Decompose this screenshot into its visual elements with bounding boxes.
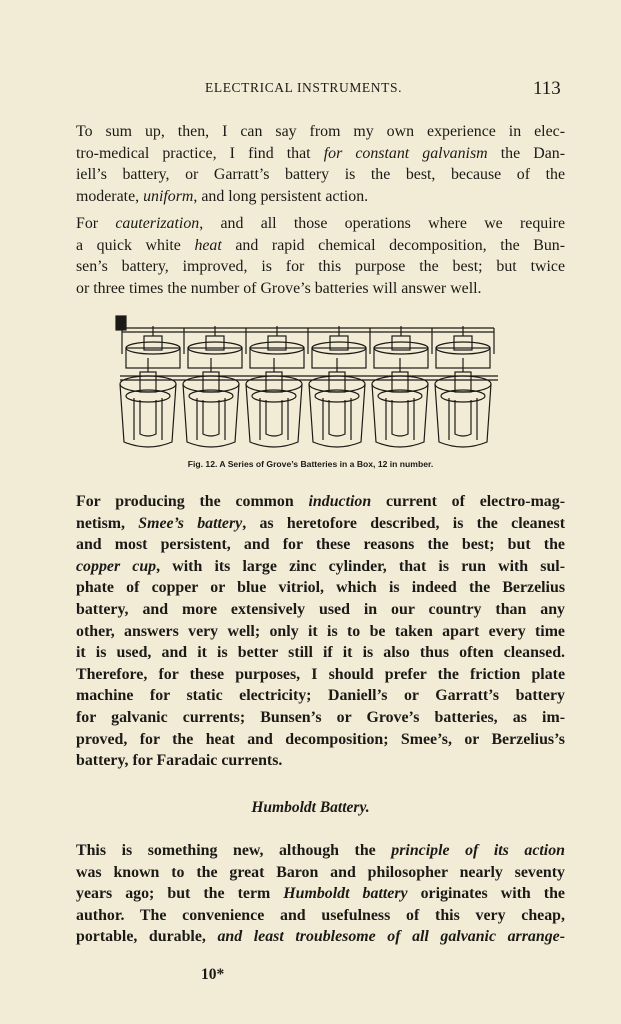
text-line: moderate, uniform, and long persistent action. — [76, 187, 369, 205]
text-line: and most persistent, and for these reasons the best; but the — [76, 536, 565, 554]
text-line: iell’s battery, or Garratt’s battery is the best, because of the — [76, 166, 565, 184]
text-line: author. The convenience and usefulness of this very cheap, — [76, 906, 565, 924]
text-line: Therefore, for these purposes, I should prefer the friction plate — [76, 665, 565, 683]
italic-run: Smee’s battery — [138, 514, 243, 532]
page-header — [0, 78, 621, 102]
text-line: years ago; but the term Humboldt battery originates with the — [76, 885, 565, 903]
signature-mark: 10* — [201, 966, 225, 983]
paragraph-4 — [76, 840, 565, 948]
italic-run: induction — [308, 493, 372, 510]
text-line: copper cup, with its large zinc cylinder, that is run with sul- — [76, 557, 566, 575]
text-line: For cauterization, and all those operations where we require — [76, 215, 565, 232]
italic-run: for constant galvanism — [323, 144, 488, 162]
italic-run: principle of its action — [391, 842, 566, 859]
italic-run: cauterization — [115, 215, 200, 232]
section-heading: Humboldt Battery. — [251, 799, 370, 816]
italic-run: Humboldt battery — [283, 885, 408, 903]
text-line: sen’s battery, improved, is for this purpose the best; but twice — [76, 258, 565, 276]
paragraph-2 — [76, 213, 565, 299]
text-line: This is something new, although the principle of its action — [76, 842, 566, 859]
text-line: other, answers very well; only it is to be taken apart every time — [76, 622, 565, 640]
text-line: portable, durable, and least troublesome of all galvanic arrange- — [76, 928, 565, 946]
text-line: phate of copper or blue vitriol, which is indeed the Berzelius — [76, 579, 565, 597]
text-line: it is used, and it is better still if it is also thus often cleansed. — [76, 644, 565, 662]
page-number: 113 — [533, 78, 561, 99]
running-title: ELECTRICAL INSTRUMENTS. — [205, 80, 403, 95]
text-line: tro-medical practice, I find that for constant galvanism the Dan- — [76, 144, 565, 162]
text-line: or three times the number of Grove’s batteries will answer well. — [76, 279, 482, 297]
text-line: a quick white heat and rapid chemical decomposition, the Bun- — [76, 236, 565, 254]
figure-caption: Fig. 12. A Series of Grove’s Batteries in a Box, 12 in number. — [187, 459, 434, 469]
text-line: proved, for the heat and decomposition; Smee’s, or Berzelius’s — [76, 730, 565, 748]
italic-run: heat — [194, 236, 222, 254]
text-line: netism, Smee’s battery, as heretofore described, is the cleanest — [76, 514, 565, 532]
text-line: battery, for Faradaic currents. — [76, 752, 283, 770]
italic-run: and least troublesome of all galvanic arrange- — [217, 928, 565, 946]
text-line: To sum up, then, I can say from my own experience in elec- — [76, 123, 565, 140]
paragraph-3 — [76, 491, 565, 772]
italic-run: uniform — [143, 187, 194, 205]
paragraph-1 — [76, 121, 565, 207]
grove-batteries-figure — [114, 314, 504, 456]
text-line: For producing the common induction current of electro-mag- — [76, 493, 565, 510]
text-line: for galvanic currents; Bunsen’s or Grove’s batteries, as im- — [76, 708, 565, 726]
italic-run: copper cup — [76, 557, 157, 575]
text-line: machine for static electricity; Daniell’s or Garratt’s battery — [76, 687, 565, 705]
text-line: was known to the great Baron and philosopher nearly seventy — [76, 863, 565, 881]
text-line: battery, and more extensively used in our country than any — [76, 600, 565, 618]
